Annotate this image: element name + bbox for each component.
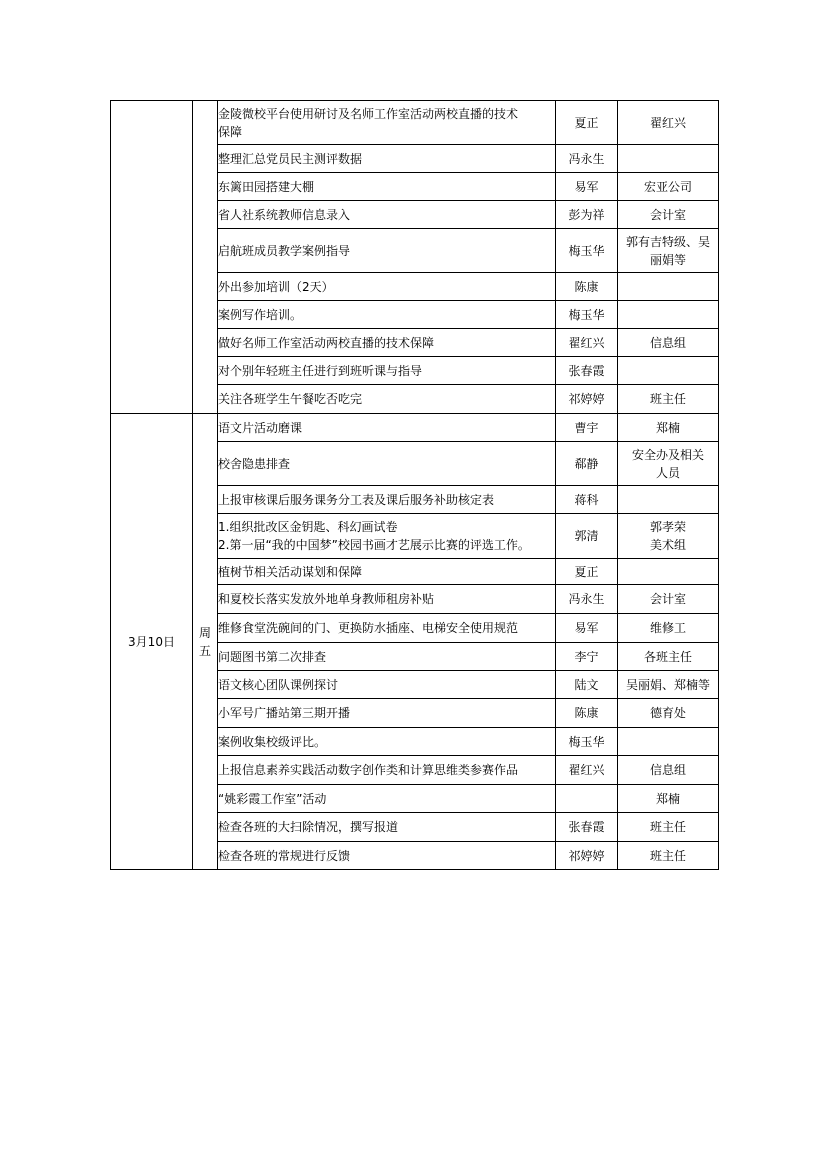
task-cell <box>218 785 556 813</box>
task-cell <box>218 201 556 229</box>
task-cell <box>218 173 556 201</box>
partner-cell <box>618 357 719 385</box>
task-text: “姚彩霞工作室”活动 <box>218 791 327 806</box>
task-text: 语文片活动磨课 <box>218 420 303 435</box>
person-cell: 易军 <box>556 614 618 643</box>
task-text: 检查各班的常规进行反馈 <box>218 848 351 863</box>
partner-cell <box>618 813 719 842</box>
table-row <box>111 101 719 145</box>
task-text: 保障 <box>218 124 243 139</box>
partner-text: 郑楠 <box>655 420 680 435</box>
person-cell: 张春霞 <box>556 357 618 385</box>
task-cell <box>218 145 556 173</box>
task-cell <box>218 813 556 842</box>
person-cell: 陈康 <box>556 699 618 728</box>
partner-text: 各班主任 <box>643 649 692 664</box>
partner-cell <box>618 145 719 173</box>
task-cell <box>218 728 556 756</box>
partner-cell <box>618 785 719 813</box>
task-text: 东篱田园搭建大棚 <box>218 179 315 194</box>
task-cell <box>218 486 556 514</box>
task-text: 和夏校长落实发放外地单身教师租房补贴 <box>218 592 435 606</box>
task-text: 植树节相关活动谋划和保障 <box>218 564 363 579</box>
person-cell: 梅玉华 <box>556 728 618 756</box>
partner-cell <box>618 728 719 756</box>
partner-text: 会计室 <box>649 592 686 606</box>
task-text: 金陵微校平台使用研讨及名师工作室活动两校直播的技术 <box>218 106 519 121</box>
partner-cell <box>618 514 719 559</box>
task-text: 省人社系统教师信息录入 <box>218 207 351 222</box>
partner-text: 会计室 <box>649 207 686 222</box>
task-cell <box>218 442 556 486</box>
partner-cell <box>618 173 719 201</box>
partner-text: 翟红兴 <box>649 115 686 130</box>
task-cell <box>218 301 556 329</box>
task-text: 语文核心团队课例探讨 <box>218 677 339 692</box>
person-cell: 祁婷婷 <box>556 842 618 870</box>
task-text: 检查各班的大扫除情况，撰写报道 <box>218 820 399 834</box>
person-cell: 祁婷婷 <box>556 385 618 414</box>
partner-text: 德育处 <box>649 706 686 720</box>
person-cell: 李宁 <box>556 643 618 671</box>
person-cell: 翟红兴 <box>556 329 618 357</box>
partner-text: 班主任 <box>649 392 686 406</box>
task-text: 2.第一届“我的中国梦”校园书画才艺展示比赛的评选工作。 <box>218 538 530 552</box>
task-cell <box>218 671 556 699</box>
task-cell <box>218 273 556 301</box>
person-cell: 梅玉华 <box>556 229 618 273</box>
partner-text: 班主任 <box>649 820 686 834</box>
partner-cell <box>618 101 719 145</box>
task-cell <box>218 756 556 785</box>
task-text: 案例写作培训。 <box>218 307 303 322</box>
person-cell: 郭清 <box>556 514 618 559</box>
person-cell: 冯永生 <box>556 585 618 614</box>
partner-text: 维修工 <box>649 621 686 635</box>
person-cell: 夏正 <box>556 559 618 585</box>
person-cell: 张春霞 <box>556 813 618 842</box>
partner-cell <box>618 414 719 442</box>
person-cell: 易军 <box>556 173 618 201</box>
task-text: 上报审核课后服务课务分工表及课后服务补助核定表 <box>218 492 495 507</box>
task-text: 关注各班学生午餐吃否吃完 <box>218 392 363 406</box>
task-text: 外出参加培训（2天） <box>218 279 334 294</box>
task-cell <box>218 357 556 385</box>
partner-cell <box>618 699 719 728</box>
task-text: 校舍隐患排查 <box>218 456 291 471</box>
task-text: 对个别年轻班主任进行到班听课与指导 <box>218 363 423 378</box>
task-cell <box>218 585 556 614</box>
task-text: 问题图书第二次排查 <box>218 649 327 664</box>
person-cell: 曹宇 <box>556 414 618 442</box>
schedule-table <box>110 100 719 870</box>
partner-cell <box>618 671 719 699</box>
partner-text: 人员 <box>655 465 680 480</box>
partner-cell <box>618 301 719 329</box>
partner-cell <box>618 442 719 486</box>
task-text: 案例收集校级评比。 <box>218 734 327 749</box>
partner-text: 宏亚公司 <box>643 179 692 194</box>
partner-text: 班主任 <box>649 848 686 863</box>
task-cell <box>218 414 556 442</box>
partner-cell <box>618 585 719 614</box>
weekday-cell <box>193 101 218 414</box>
task-text: 小军号广播站第三期开播 <box>218 706 351 720</box>
task-cell <box>218 229 556 273</box>
task-cell <box>218 699 556 728</box>
task-text: 1.组织批改区金钥匙、科幻画试卷 <box>218 520 398 534</box>
person-cell: 彭为祥 <box>556 201 618 229</box>
partner-text: 吴丽娟、郑楠等 <box>625 677 710 692</box>
partner-text: 信息组 <box>649 763 686 777</box>
person-cell: 陈康 <box>556 273 618 301</box>
task-cell <box>218 842 556 870</box>
partner-cell <box>618 201 719 229</box>
task-cell <box>218 329 556 357</box>
partner-cell <box>618 273 719 301</box>
date-cell: 3月10日 <box>111 414 193 870</box>
partner-cell <box>618 385 719 414</box>
task-text: 启航班成员教学案例指导 <box>218 243 351 258</box>
date-cell <box>111 101 193 414</box>
task-cell <box>218 614 556 643</box>
task-cell <box>218 559 556 585</box>
person-cell: 梅玉华 <box>556 301 618 329</box>
partner-text: 丽娟等 <box>649 252 686 267</box>
partner-cell <box>618 643 719 671</box>
partner-text: 安全办及相关 <box>631 447 704 462</box>
partner-cell <box>618 756 719 785</box>
task-text: 整理汇总党员民主测评数据 <box>218 151 363 166</box>
person-cell: 翟红兴 <box>556 756 618 785</box>
partner-cell <box>618 229 719 273</box>
task-cell <box>218 385 556 414</box>
partner-cell <box>618 559 719 585</box>
person-cell: 郗静 <box>556 442 618 486</box>
partner-cell <box>618 486 719 514</box>
partner-text: 信息组 <box>649 335 686 350</box>
person-cell: 蒋科 <box>556 486 618 514</box>
person-cell: 夏正 <box>556 101 618 145</box>
task-text: 做好名师工作室活动两校直播的技术保障 <box>218 335 435 350</box>
task-text: 维修食堂洗碗间的门、更换防水插座、电梯安全使用规范 <box>218 621 519 635</box>
partner-text: 美术组 <box>649 538 686 552</box>
task-cell <box>218 643 556 671</box>
partner-text: 郭有吉特级、吴 <box>625 234 710 249</box>
task-cell <box>218 101 556 145</box>
person-cell <box>556 785 618 813</box>
partner-text: 郑楠 <box>655 791 680 806</box>
weekday-cell: 周 五 <box>193 414 218 870</box>
task-text: 上报信息素养实践活动数字创作类和计算思维类参赛作品 <box>218 763 519 777</box>
partner-cell <box>618 614 719 643</box>
partner-cell <box>618 329 719 357</box>
task-cell <box>218 514 556 559</box>
partner-text: 郭孝荣 <box>649 520 686 534</box>
person-cell: 陆文 <box>556 671 618 699</box>
person-cell: 冯永生 <box>556 145 618 173</box>
table-row <box>111 414 719 442</box>
partner-cell <box>618 842 719 870</box>
